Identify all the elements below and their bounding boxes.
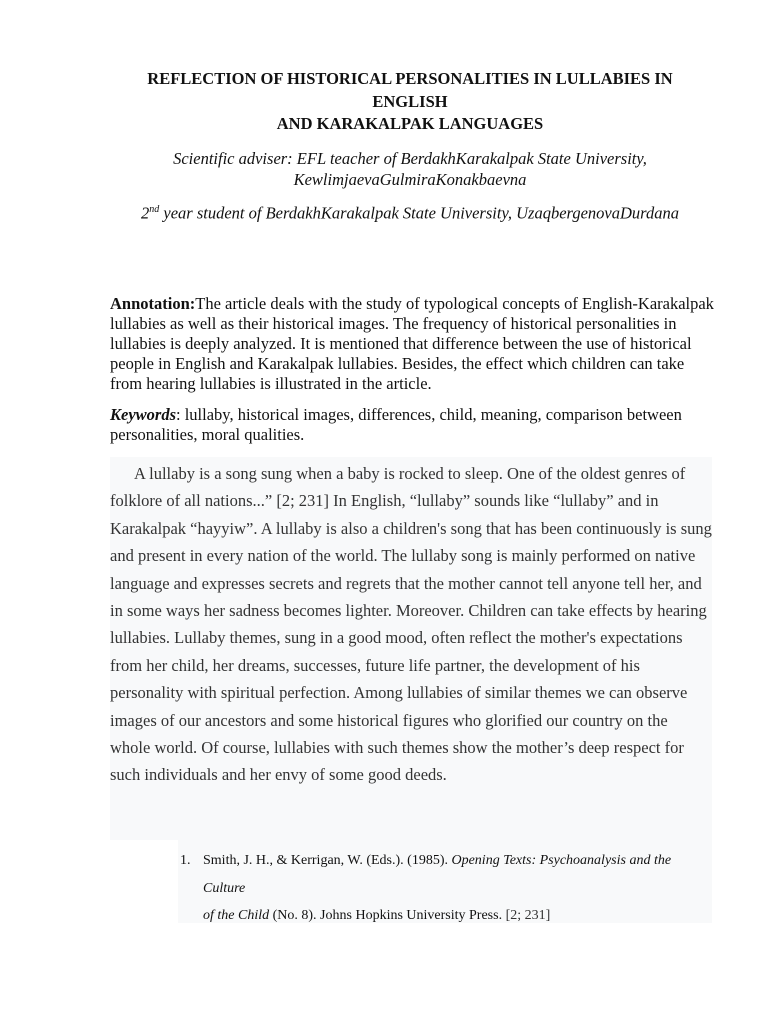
annotation-paragraph xyxy=(110,294,715,394)
title-line-2: ENGLISH xyxy=(372,91,448,111)
reference-citation: [2; 231] xyxy=(505,908,551,923)
adviser-line-1: Scientific adviser: EFL teacher of BerdakhKarakalpak State University, xyxy=(173,149,647,168)
keywords-text: : lullaby, historical images, differences, child, meaning, comparison between personalities, moral qualities. xyxy=(110,405,682,444)
reference-number: 1. xyxy=(180,853,191,868)
reference-authors: Smith, J. H., & Kerrigan, W. (Eds.). (1985). xyxy=(203,853,452,868)
reference-list xyxy=(178,840,712,923)
reference-title-part-2: of the Child xyxy=(203,908,270,923)
keywords-paragraph xyxy=(110,405,715,445)
adviser-line-2: KewlimjaevaGulmiraKonakbaevna xyxy=(293,170,527,189)
annotation-text: The article deals with the study of typological concepts of English-Karakalpak lullabies as well as their historical images. The frequency of historical personalities in lullabies is deeply analyzed. It is mentioned that difference between the use of historical people in English and Karakalpak lullabies. Besides, the effect which children can take from hearing lullabies is illustrated in the article. xyxy=(110,294,714,393)
student-ordinal: 2 xyxy=(141,203,150,223)
title-line-3: AND KARAKALPAK LANGUAGES xyxy=(276,114,544,133)
title-line-1: REFLECTION OF HISTORICAL PERSONALITIES IN LULLABIES IN xyxy=(147,69,673,88)
reference-entry xyxy=(203,847,708,930)
body-paragraph: A lullaby is a song sung when a baby is rocked to sleep. One of the oldest genres of folklore of all nations...” [2; 231] In English, “lullaby” sounds like “lullaby” and in Karakalpak “hayyiw”. A lullaby is also a children's song that has been continuously is sung and present in every nation of the world. The lullaby song is mainly performed on native language and expresses secrets and regrets that the mother cannot tell anyone tell her, and in some ways her sadness becomes lighter. Moreover. Children can take effects by hearing lullabies. Lullaby themes, sung in a good mood, often reflect the mother's expectations from her child, her dreams, successes, future life partner, the development of his personality with spiritual perfection. Among lullabies of similar themes we can observe images of our ancestors and some historical figures who glorified our country on the whole world. Of course, lullabies with such themes show the mother’s deep respect for such individuals and her envy of some good deeds. xyxy=(110,464,712,785)
student-text: year student of BerdakhKarakalpak State University, UzaqbergenovaDurdana xyxy=(159,203,679,223)
student-author xyxy=(100,199,720,224)
student-ordinal-suffix: nd xyxy=(149,204,160,215)
body-section xyxy=(110,457,712,840)
scientific-adviser xyxy=(110,148,710,190)
reference-details: (No. 8). Johns Hopkins University Press. xyxy=(269,908,506,923)
annotation-label: Annotation: xyxy=(110,294,196,313)
article-title xyxy=(110,68,710,136)
keywords-label: Keywords xyxy=(110,405,176,424)
reference-title-part-1: Opening Texts: Psychoanalysis and the Culture xyxy=(203,853,672,896)
